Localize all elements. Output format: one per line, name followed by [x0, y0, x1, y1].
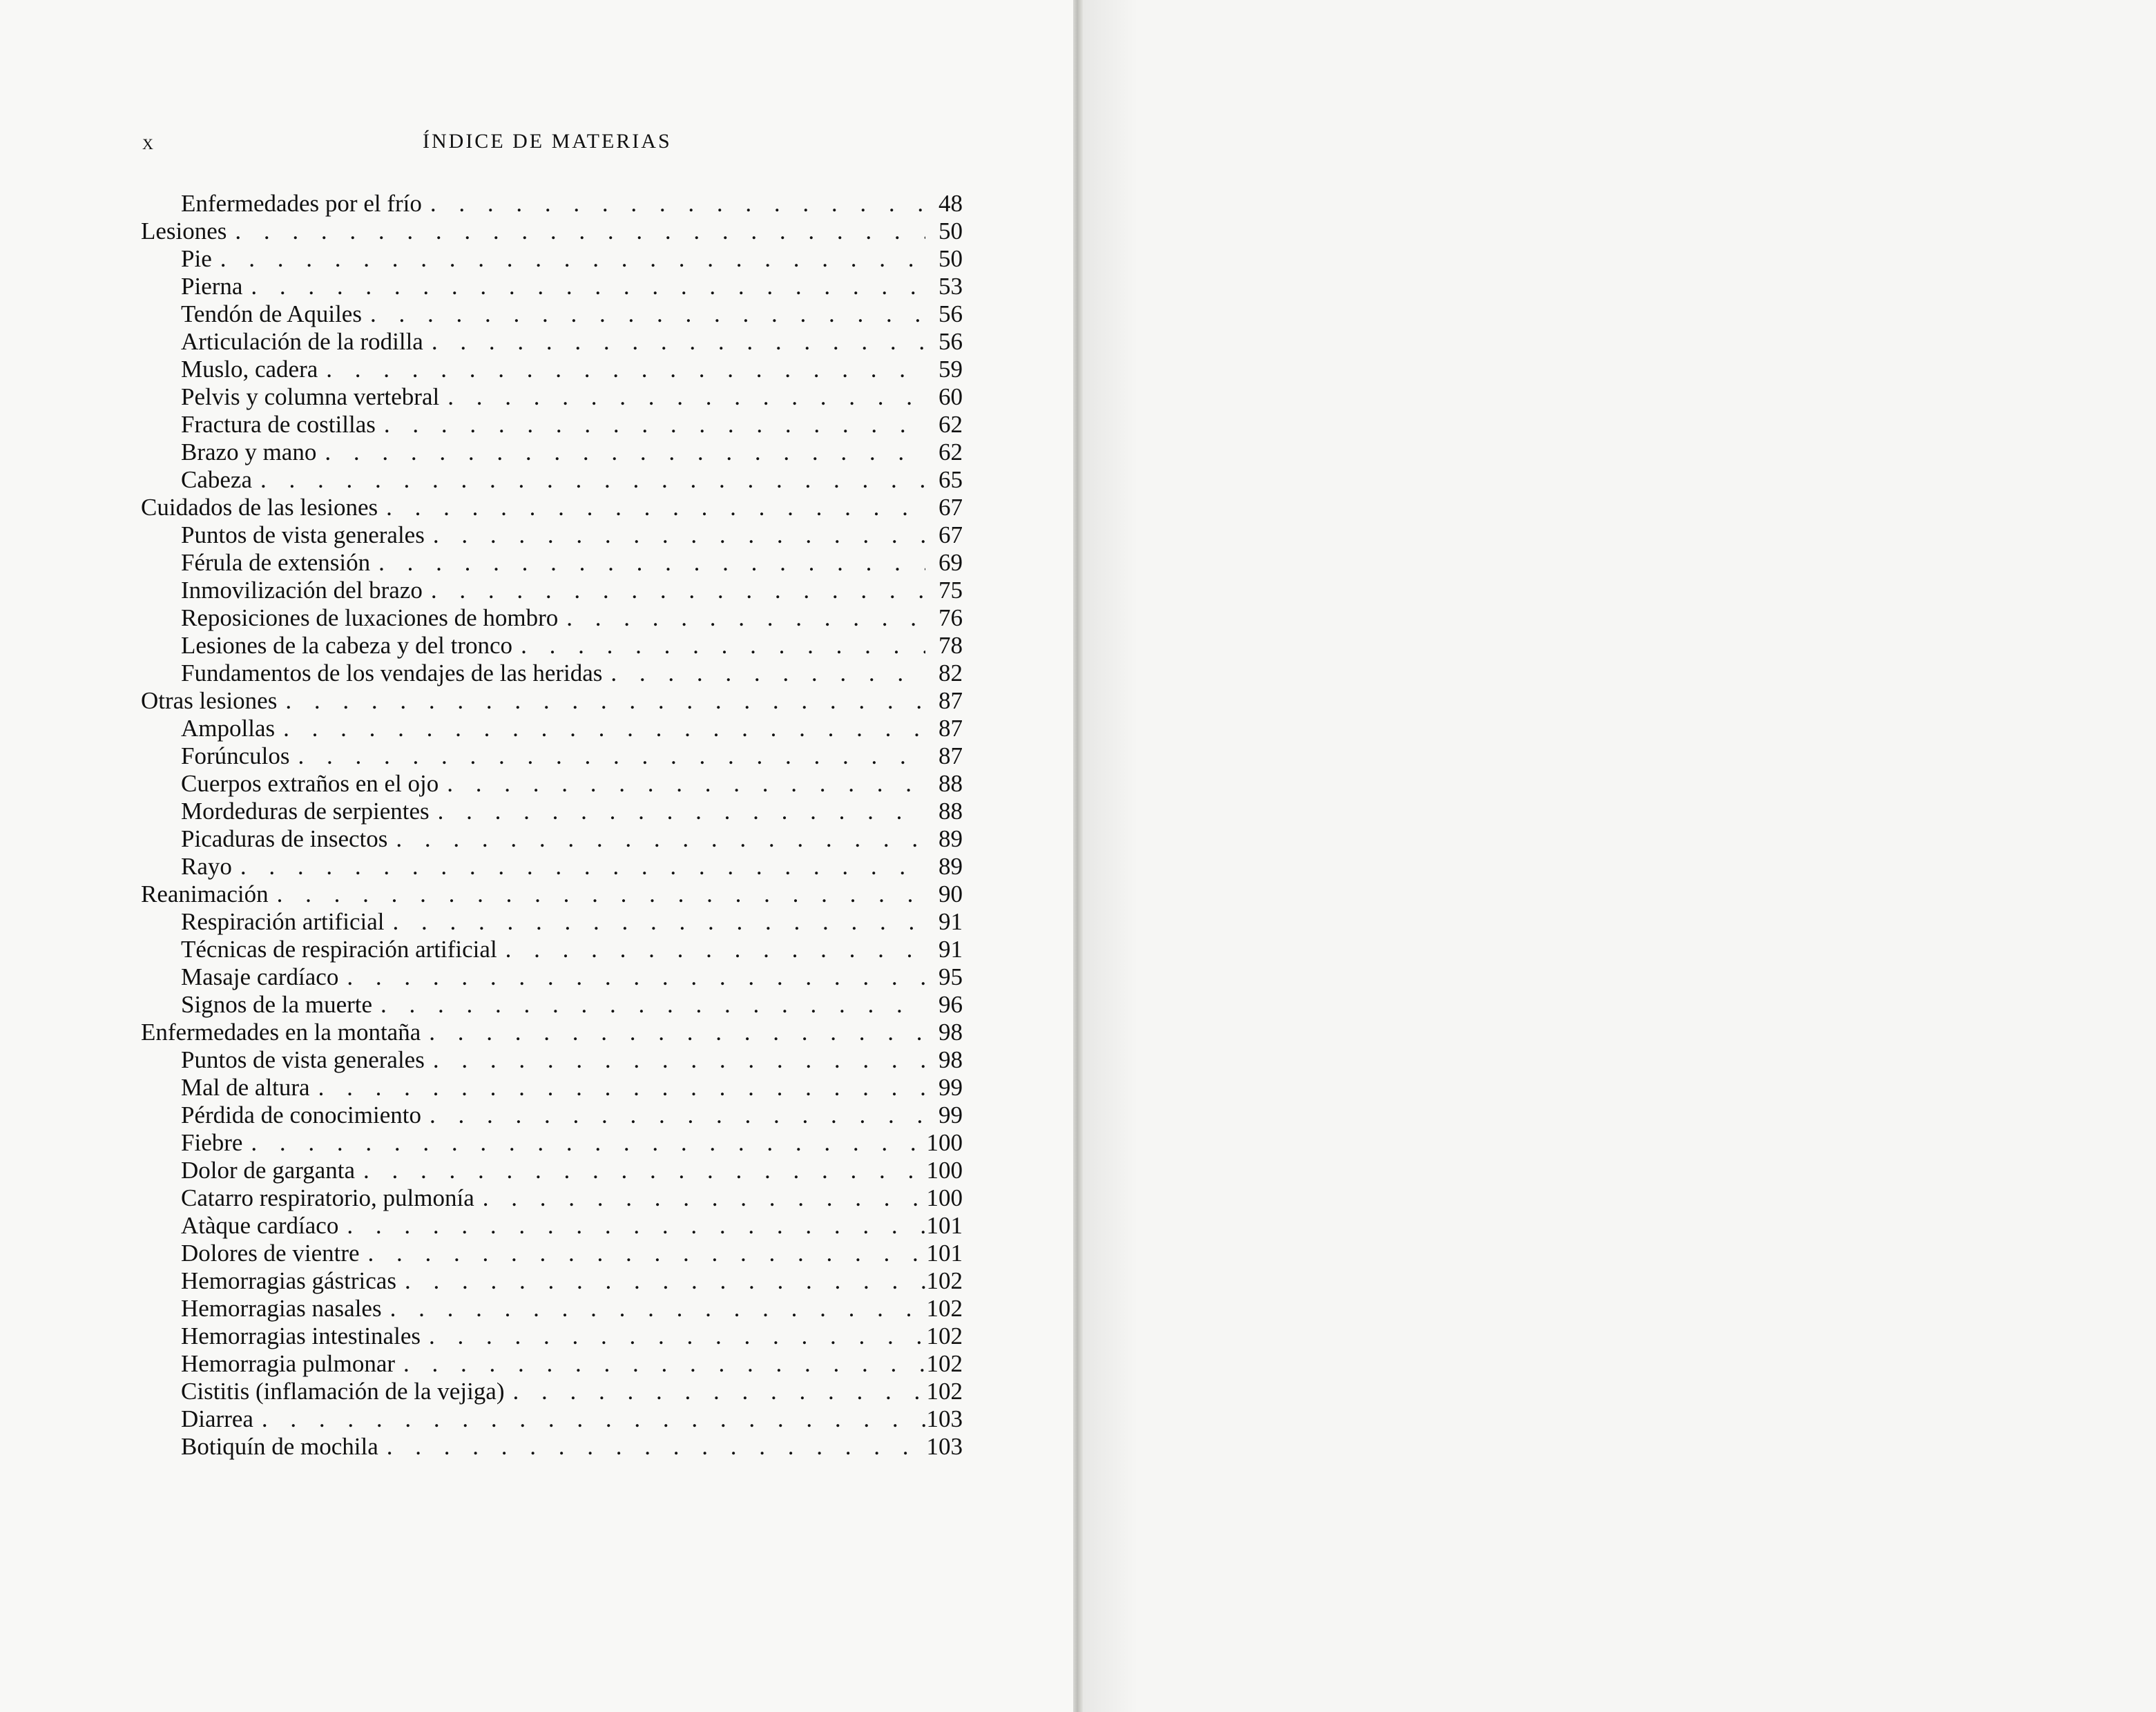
dot-leader: [558, 604, 925, 632]
toc-entry-page: 59: [939, 356, 963, 383]
toc-entry-title: Diarrea: [181, 1405, 253, 1432]
dot-leader: [396, 1267, 925, 1295]
toc-entry-title: Férula de extensión: [181, 549, 371, 576]
toc-entry-page: 56: [939, 300, 963, 327]
toc-entry-page: 75: [939, 577, 963, 604]
toc-entry[interactable]: [141, 742, 963, 770]
toc-entry[interactable]: [141, 1157, 963, 1184]
toc-entry[interactable]: [141, 963, 963, 991]
dot-leader: [421, 1323, 925, 1350]
dot-leader: [338, 1212, 925, 1240]
toc-entry-title: Masaje cardíaco: [181, 963, 339, 990]
toc-entry-page: 102: [926, 1295, 963, 1322]
toc-entry[interactable]: [141, 300, 963, 328]
dot-leader: [395, 1350, 925, 1378]
toc-entry[interactable]: [141, 660, 963, 687]
toc-entry[interactable]: [141, 1046, 963, 1074]
toc-entry-page: 101: [926, 1240, 963, 1267]
toc-entry-page: 88: [939, 770, 963, 797]
toc-entry-title: Enfermedades en la montaña: [141, 1019, 421, 1046]
toc-entry-page: 53: [939, 273, 963, 300]
toc-entry-page: 89: [939, 825, 963, 852]
toc-entry-title: Muslo, cadera: [181, 356, 318, 383]
toc-entry-title: Ampollas: [181, 715, 276, 742]
dot-leader: [310, 1074, 925, 1102]
toc-entry-page: 103: [926, 1433, 963, 1460]
toc-entry-title: Cuerpos extraños en el ojo: [181, 770, 439, 797]
toc-entry-page: 69: [939, 549, 963, 576]
dot-leader: [382, 1295, 925, 1323]
toc-entry[interactable]: [141, 245, 963, 273]
toc-entry[interactable]: [141, 715, 963, 742]
dot-leader: [362, 300, 925, 328]
dot-leader: [269, 881, 925, 908]
toc-entry-page: 99: [939, 1074, 963, 1101]
dot-leader: [242, 1129, 925, 1157]
toc-entry-page: 87: [939, 742, 963, 769]
toc-entry[interactable]: [141, 1323, 963, 1350]
toc-entry-title: Atàque cardíaco: [181, 1212, 339, 1239]
dot-leader: [504, 1378, 925, 1405]
toc-entry-page: 100: [926, 1157, 963, 1184]
toc-entry[interactable]: [141, 1350, 963, 1378]
toc-entry[interactable]: [141, 273, 963, 300]
toc-entry-page: 78: [939, 632, 963, 659]
toc-entry-title: Pelvis y columna vertebral: [181, 383, 440, 410]
table-of-contents: [141, 190, 963, 1461]
toc-entry[interactable]: [141, 991, 963, 1019]
dot-leader: [275, 715, 925, 742]
toc-entry[interactable]: [141, 1019, 963, 1046]
dot-leader: [421, 1019, 925, 1046]
toc-entry-page: 99: [939, 1102, 963, 1128]
toc-entry-page: 101: [926, 1212, 963, 1239]
toc-entry[interactable]: [141, 190, 963, 218]
toc-entry[interactable]: [141, 1240, 963, 1267]
dot-leader: [602, 660, 925, 687]
page-number: x: [142, 130, 155, 154]
toc-entry-page: 67: [939, 521, 963, 548]
toc-entry-title: Fundamentos de los vendajes de las heridas: [181, 660, 603, 686]
dot-leader: [439, 770, 925, 798]
toc-entry-page: 62: [939, 411, 963, 438]
toc-entry-title: Hemorragias gástricas: [181, 1267, 396, 1294]
toc-entry-title: Catarro respiratorio, pulmonía: [181, 1184, 474, 1211]
toc-entry-page: 67: [939, 494, 963, 521]
toc-entry-title: Inmovilización del brazo: [181, 577, 423, 604]
toc-entry-title: Botiquín de mochila: [181, 1433, 378, 1460]
toc-entry-title: Puntos de vista generales: [181, 1046, 425, 1073]
toc-entry-title: Articulación de la rodilla: [181, 328, 423, 355]
toc-entry-page: 102: [926, 1267, 963, 1294]
toc-entry[interactable]: [141, 825, 963, 853]
dot-leader: [387, 825, 925, 853]
toc-entry-title: Pierna: [181, 273, 243, 300]
toc-entry-page: 76: [939, 604, 963, 631]
toc-entry[interactable]: [141, 1212, 963, 1240]
toc-entry[interactable]: [141, 770, 963, 798]
dot-leader: [512, 632, 925, 660]
dot-leader: [423, 577, 925, 604]
toc-entry-title: Cabeza: [181, 466, 252, 493]
toc-entry-title: Forúnculos: [181, 742, 290, 769]
toc-entry[interactable]: [141, 356, 963, 383]
toc-entry[interactable]: [141, 687, 963, 715]
toc-entry-page: 100: [926, 1129, 963, 1156]
toc-entry[interactable]: [141, 853, 963, 881]
dot-leader: [423, 328, 925, 356]
toc-entry-page: 91: [939, 908, 963, 935]
toc-entry[interactable]: [141, 383, 963, 411]
dot-leader: [422, 190, 925, 218]
toc-entry-page: 102: [926, 1378, 963, 1405]
toc-entry-title: Hemorragias intestinales: [181, 1323, 421, 1349]
toc-entry[interactable]: [141, 798, 963, 825]
left-page: [0, 0, 1073, 1712]
toc-entry-title: Dolor de garganta: [181, 1157, 356, 1184]
toc-entry-title: Pérdida de conocimiento: [181, 1102, 421, 1128]
toc-entry[interactable]: [141, 328, 963, 356]
dot-leader: [370, 549, 925, 577]
toc-entry[interactable]: [141, 1102, 963, 1129]
toc-entry[interactable]: [141, 1378, 963, 1405]
toc-entry-title: Pie: [181, 245, 212, 272]
toc-entry-page: 91: [939, 936, 963, 963]
toc-entry[interactable]: [141, 1074, 963, 1102]
toc-entry-page: 98: [939, 1019, 963, 1046]
toc-entry-title: Cistitis (inflamación de la vejiga): [181, 1378, 505, 1405]
toc-entry-page: 103: [926, 1405, 963, 1432]
dot-leader: [378, 494, 925, 521]
toc-entry[interactable]: [141, 604, 963, 632]
dot-leader: [372, 991, 925, 1019]
toc-entry-title: Otras lesiones: [141, 687, 278, 714]
toc-entry[interactable]: [141, 1405, 963, 1433]
toc-entry-page: 96: [939, 991, 963, 1018]
toc-entry-title: Hemorragia pulmonar: [181, 1350, 396, 1377]
toc-entry[interactable]: [141, 549, 963, 577]
toc-entry-page: 102: [926, 1350, 963, 1377]
toc-entry-page: 82: [939, 660, 963, 686]
toc-entry-title: Tendón de Aquiles: [181, 300, 362, 327]
dot-leader: [290, 742, 926, 770]
dot-leader: [277, 687, 925, 715]
dot-leader: [360, 1240, 925, 1267]
toc-entry-title: Brazo y mano: [181, 439, 317, 465]
toc-entry-title: Técnicas de respiración artificial: [181, 936, 497, 963]
toc-entry-page: 62: [939, 439, 963, 465]
toc-entry[interactable]: [141, 577, 963, 604]
dot-leader: [212, 245, 925, 273]
toc-entry-page: 102: [926, 1323, 963, 1349]
toc-entry-title: Cuidados de las lesiones: [141, 494, 378, 521]
toc-entry-title: Lesiones de la cabeza y del tronco: [181, 632, 513, 659]
toc-entry-page: 65: [939, 466, 963, 493]
toc-entry-title: Fractura de costillas: [181, 411, 376, 438]
toc-entry-page: 98: [939, 1046, 963, 1073]
toc-entry-page: 56: [939, 328, 963, 355]
toc-entry-title: Lesiones: [141, 218, 227, 244]
toc-entry-page: 100: [926, 1184, 963, 1211]
dot-leader: [474, 1184, 925, 1212]
dot-leader: [232, 853, 925, 881]
toc-entry-title: Hemorragias nasales: [181, 1295, 382, 1322]
toc-entry-title: Dolores de vientre: [181, 1240, 360, 1267]
dot-leader: [355, 1157, 925, 1184]
dot-leader: [430, 798, 925, 825]
dot-leader: [497, 936, 925, 963]
dot-leader: [378, 1433, 925, 1461]
toc-entry-page: 50: [939, 218, 963, 244]
toc-entry[interactable]: [141, 1295, 963, 1323]
toc-entry[interactable]: [141, 218, 963, 245]
toc-entry-page: 87: [939, 687, 963, 714]
toc-entry-title: Mal de altura: [181, 1074, 310, 1101]
dot-leader: [242, 273, 925, 300]
dot-leader: [425, 1046, 925, 1074]
toc-entry[interactable]: [141, 1184, 963, 1212]
dot-leader: [227, 218, 925, 245]
dot-leader: [318, 356, 925, 383]
toc-entry[interactable]: [141, 1129, 963, 1157]
toc-entry[interactable]: [141, 494, 963, 521]
dot-leader: [338, 963, 925, 991]
dot-leader: [316, 439, 925, 466]
book-gutter: [1073, 0, 1083, 1712]
toc-entry-title: Enfermedades por el frío: [181, 190, 422, 217]
toc-entry[interactable]: [141, 881, 963, 908]
dot-leader: [252, 466, 925, 494]
toc-entry-page: 95: [939, 963, 963, 990]
toc-entry-title: Reanimación: [141, 881, 269, 907]
toc-entry[interactable]: [141, 466, 963, 494]
toc-entry-title: Puntos de vista generales: [181, 521, 425, 548]
toc-entry[interactable]: [141, 632, 963, 660]
right-page: [1083, 0, 2156, 1712]
toc-entry-title: Respiración artificial: [181, 908, 385, 935]
toc-entry-page: 89: [939, 853, 963, 880]
toc-entry-title: Signos de la muerte: [181, 991, 373, 1018]
toc-entry[interactable]: [141, 1433, 963, 1461]
dot-leader: [384, 908, 925, 936]
dot-leader: [376, 411, 925, 439]
toc-entry[interactable]: [141, 521, 963, 549]
toc-entry-title: Picaduras de insectos: [181, 825, 388, 852]
dot-leader: [253, 1405, 925, 1433]
toc-entry-page: 88: [939, 798, 963, 825]
toc-entry-page: 50: [939, 245, 963, 272]
toc-entry-page: 60: [939, 383, 963, 410]
toc-entry-page: 90: [939, 881, 963, 907]
toc-entry-page: 48: [939, 190, 963, 217]
toc-entry-page: 87: [939, 715, 963, 742]
toc-entry-title: Mordeduras de serpientes: [181, 798, 430, 825]
dot-leader: [425, 521, 925, 549]
toc-entry[interactable]: [141, 439, 963, 466]
toc-entry-title: Rayo: [181, 853, 232, 880]
toc-entry-title: Fiebre: [181, 1129, 243, 1156]
toc-entry[interactable]: [141, 908, 963, 936]
running-head: ÍNDICE DE MATERIAS: [423, 130, 672, 153]
toc-entry-title: Reposiciones de luxaciones de hombro: [181, 604, 559, 631]
dot-leader: [421, 1102, 925, 1129]
dot-leader: [439, 383, 925, 411]
toc-entry[interactable]: [141, 411, 963, 439]
toc-entry[interactable]: [141, 1267, 963, 1295]
toc-entry[interactable]: [141, 936, 963, 963]
